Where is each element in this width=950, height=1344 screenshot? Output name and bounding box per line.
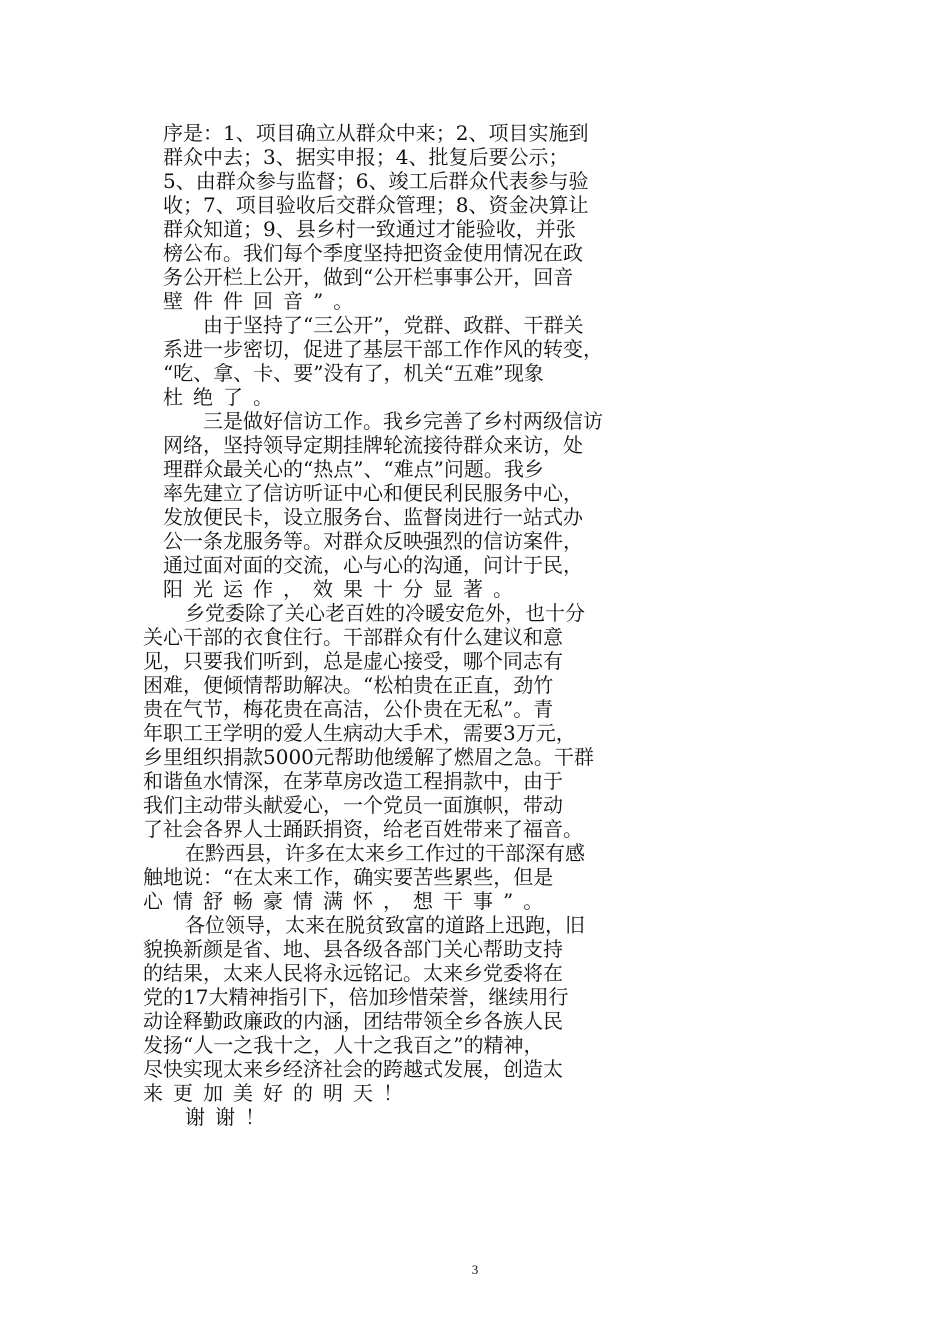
text-line xyxy=(185,841,797,865)
text-line-content: 序是：1、项目确立从群众中来；2、项目实施到 xyxy=(163,121,589,145)
text-line-content: 榜公布。我们每个季度坚持把资金使用情况在政 xyxy=(163,241,583,265)
text-line-content: 率先建立了信访听证中心和便民利民服务中心， xyxy=(163,481,583,505)
text-line: 杜绝了。 xyxy=(163,385,283,409)
text-line-content: 在黔西县，许多在太来乡工作过的干部深有感 xyxy=(185,841,585,865)
text-line-content: 貌换新颜是省、地、县各级各部门关心帮助支持 xyxy=(143,937,563,961)
text-line xyxy=(203,313,797,337)
text-line-content: 公一条龙服务等。对群众反映强烈的信访案件， xyxy=(163,529,583,553)
text-line xyxy=(143,865,797,889)
text-line: 壁件件回音”。 xyxy=(163,289,364,313)
text-line-content: 由于坚持了“三公开”，党群、政群、干群关 xyxy=(203,313,584,337)
text-line xyxy=(185,913,797,937)
text-line xyxy=(143,1009,797,1033)
text-line xyxy=(163,529,779,553)
text-line-content: 贵在气节，梅花贵在高洁，公仆贵在无私”。青 xyxy=(143,697,554,721)
text-line: 阳光运作，效果十分显著。 xyxy=(163,577,523,601)
text-line xyxy=(143,817,797,841)
text-line xyxy=(163,457,797,481)
text-line-content: 和谐鱼水情深，在茅草房改造工程捐款中，由于 xyxy=(143,769,563,793)
text-line-content: 关心干部的衣食住行。干部群众有什么建议和意 xyxy=(143,625,563,649)
text-line xyxy=(143,745,797,769)
text-line xyxy=(143,1057,797,1081)
text-line xyxy=(163,241,797,265)
text-line xyxy=(163,265,797,289)
text-line-content: 发放便民卡，设立服务台、监督岗进行一站式办 xyxy=(163,505,583,529)
text-line-content: 触地说：“在太来工作，确实要苦些累些，但是 xyxy=(143,865,554,889)
text-line-content: 我们主动带头献爱心，一个党员一面旗帜，带动 xyxy=(143,793,563,817)
text-line-content: 各位领导，太来在脱贫致富的道路上迅跑，旧 xyxy=(185,913,585,937)
text-line-content: 通过面对面的交流，心与心的沟通，问计于民， xyxy=(163,553,583,577)
text-line xyxy=(163,169,797,193)
text-line-content: 困难，便倾情帮助解决。“松柏贵在正直，劲竹 xyxy=(143,673,554,697)
text-line-content: 尽快实现太来乡经济社会的跨越式发展，创造太 xyxy=(143,1057,563,1081)
text-line xyxy=(163,481,779,505)
text-line xyxy=(203,409,797,433)
text-line xyxy=(163,361,797,385)
text-line-content: “吃、拿、卡、要”没有了，机关“五难”现象 xyxy=(163,361,544,385)
text-line xyxy=(143,769,797,793)
text-line xyxy=(143,961,797,985)
text-line-content: 三是做好信访工作。我乡完善了乡村两级信访 xyxy=(203,409,603,433)
text-line-content: 群众中去；3、据实申报；4、批复后要公示； xyxy=(163,145,569,169)
text-line: 谢谢！ xyxy=(185,1105,275,1129)
text-line xyxy=(185,601,797,625)
page-number: 3 xyxy=(471,1262,479,1277)
text-line: 心情舒畅豪情满怀，想干事”。 xyxy=(143,889,554,913)
text-line-content: 党的17大精神指引下，倍加珍惜荣誉，继续用行 xyxy=(143,985,569,1009)
text-line xyxy=(163,217,797,241)
text-line-content: 网络，坚持领导定期挂牌轮流接待群众来访，处 xyxy=(163,433,583,457)
text-line-content: 了社会各界人士踊跃捐资，给老百姓带来了福音。 xyxy=(143,817,583,841)
text-line-content: 乡里组织捐款5000元帮助他缓解了燃眉之急。干群 xyxy=(143,745,594,769)
text-line-content: 见，只要我们听到，总是虚心接受，哪个同志有 xyxy=(143,649,563,673)
text-line xyxy=(163,433,797,457)
text-line xyxy=(143,649,797,673)
text-line xyxy=(143,985,797,1009)
text-line-content: 理群众最关心的“热点”、“难点”问题。我乡 xyxy=(163,457,544,481)
text-line xyxy=(143,721,797,745)
text-line-content: 乡党委除了关心老百姓的冷暖安危外，也十分 xyxy=(185,601,585,625)
text-line-content: 动诠释勤政廉政的内涵，团结带领全乡各族人民 xyxy=(143,1009,563,1033)
text-line xyxy=(163,145,779,169)
text-line-content: 收；7、项目验收后交群众管理；8、资金决算让 xyxy=(163,193,589,217)
text-line xyxy=(143,625,797,649)
text-line xyxy=(143,697,797,721)
text-line xyxy=(143,937,797,961)
text-line: 来更加美好的明天！ xyxy=(143,1081,413,1105)
text-line-content: 5、由群众参与监督；6、竣工后群众代表参与验 xyxy=(163,169,589,193)
text-line-content: 务公开栏上公开，做到“公开栏事事公开，回音 xyxy=(163,265,574,289)
text-line xyxy=(143,793,797,817)
text-line xyxy=(163,553,779,577)
text-line xyxy=(163,337,815,361)
text-line xyxy=(163,505,797,529)
text-line-content: 的结果，太来人民将永远铭记。太来乡党委将在 xyxy=(143,961,563,985)
text-line xyxy=(143,1033,797,1057)
text-line xyxy=(163,121,797,145)
text-line-content: 年职工王学明的爱人生病动大手术，需要3万元， xyxy=(143,721,576,745)
text-line-content: 系进一步密切，促进了基层干部工作作风的转变， xyxy=(163,337,603,361)
text-line xyxy=(143,673,797,697)
text-line xyxy=(163,193,797,217)
text-line-content: 群众知道；9、县乡村一致通过才能验收，并张 xyxy=(163,217,576,241)
text-line-content: 发扬“人一之我十之，人十之我百之”的精神， xyxy=(143,1033,544,1057)
